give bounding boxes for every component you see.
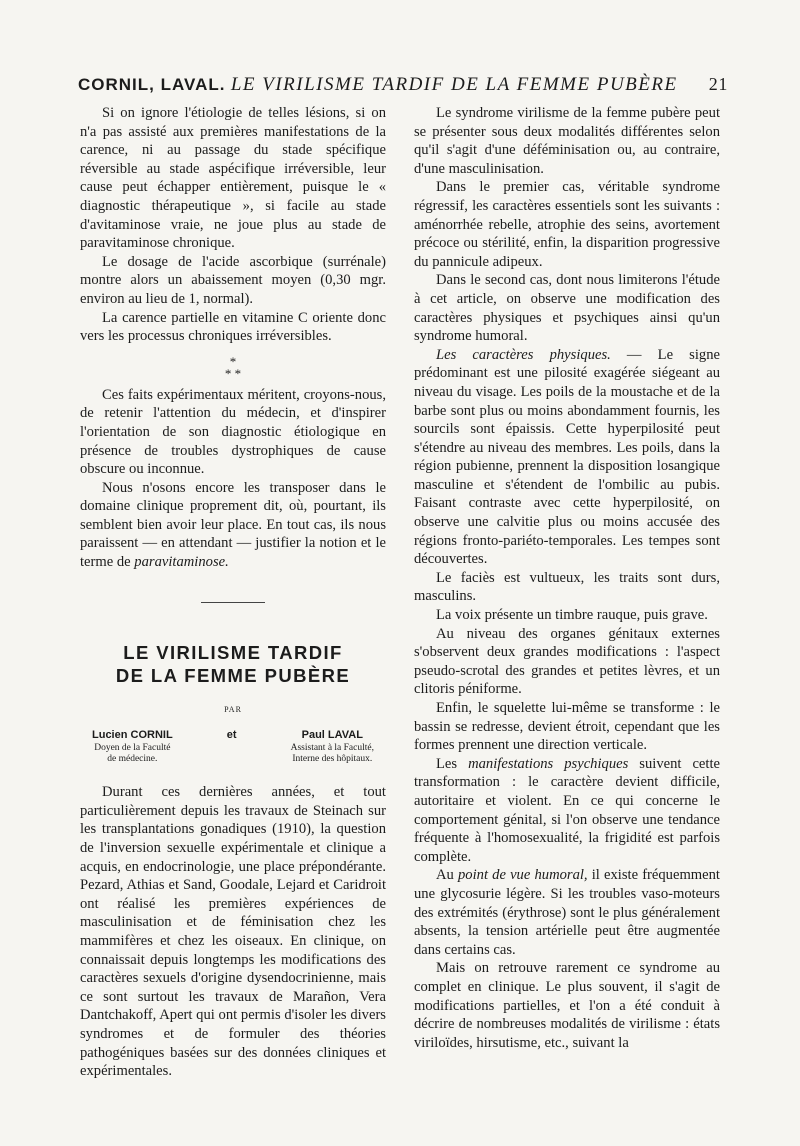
article-title-line2: DE LA FEMME PUBÈRE [115, 664, 351, 686]
byline-par: PAR [224, 704, 242, 714]
left-column [80, 104, 386, 1081]
author-name: Lucien CORNIL [92, 729, 173, 742]
paragraph-text: Nous n'osons encore les transposer dans le domaine clinique proprement dit, où, pourtant, ils semblent bien avoir leur place. En tout cas, ils nous paraissent — en attendant — justifier la notion et le terme de [80, 479, 386, 571]
paragraph-text: Au [436, 867, 458, 884]
asterisk-bottom: * * [224, 365, 242, 381]
author-laval [291, 729, 374, 765]
italic-subheading: manifestations psychiques [468, 755, 629, 772]
section-separator-asterisks [80, 353, 386, 381]
author-name: Paul LAVAL [301, 729, 363, 742]
paragraph-text: — Le signe prédominant est une pilosité exagérée siégeant au niveau du visage. Les poils de la moustache et de la barbe sont plus ou moins abondamment fournis, les sourcils sont épaissis. Cette hyperpilosité peut s'étendre au niveau des membres. Les poils, dans la région pubienne, prennent la disposition losangique masculine et s'étendent de l'ombilic au pubis. Faisant contraste avec cette hyperpilosité, on observe une calvitie plus ou moins accusée des régions fronto-pariéto-temporales. Les tempes sont découvertes. [414, 346, 720, 568]
author-affiliation: Interne des hôpitaux. [292, 754, 373, 765]
author-cornil [92, 729, 173, 765]
italic-subheading: Les caractères physiques. [436, 346, 611, 363]
paragraph [80, 479, 386, 572]
paragraph: Dans le second cas, dont nous limiterons l'étude à cet article, on observe une modification des caractères physiques et psychiques ainsi qu'un syndrome humoral. [414, 272, 720, 345]
paragraph-text: il existe fréquemment une glycosurie légère. Si les troubles vaso-moteurs des extrémités (érythrose) sont le plus généralement absents, la tension artérielle peut être augmentée dans certains cas. [414, 867, 720, 958]
paragraph: Si on ignore l'étiologie de telles lésions, si on n'a pas assisté aux premières manifestations de la carence, ni au passage du stade spécifique réversible au stade aspécifique irréversible, leur cause peut échapper entièrement, puisque le « diagnostic thérapeutique », si facile au stade d'avitaminose vraie, ne joue plus au stade de paravitaminose chronique. [80, 105, 386, 252]
article-title-line1: LE VIRILISME TARDIF [123, 641, 343, 663]
asterisk-top: * [229, 353, 237, 369]
right-column [414, 104, 720, 1052]
paragraph: La voix présente un timbre rauque, puis grave. [436, 607, 708, 624]
header-title: LE VIRILISME TARDIF DE LA FEMME PUBÈRE [230, 74, 678, 95]
paragraph: Dans le premier cas, véritable syndrome régressif, les caractères essentiels sont les suivants : aménorrhée rebelle, atrophie des seins, avortement précoce ou stérilité, enfin, la disparition progressive du pannicule adipeux. [414, 179, 720, 270]
paragraph [414, 755, 720, 867]
paragraph: Au niveau des organes génitaux externes s'observent deux grandes modifications : l'aspect pseudo-scrotal des grandes et petites lèvres, et un clitoris péniforme. [414, 625, 720, 698]
header-authors: CORNIL, LAVAL. [78, 75, 226, 94]
page-number: 21 [708, 74, 728, 94]
paragraph: Le syndrome virilisme de la femme pubère peut se présenter sous deux modalités différentes selon qu'il s'agit d'une déféminisation ou, au contraire, d'une masculinisation. [414, 105, 720, 177]
author-affiliation: Assistant à la Faculté, [290, 743, 374, 754]
paragraph: Enfin, le squelette lui-même se transforme : le bassin se redresse, devient étroit, cependant que les formes prennent une direction verticale. [414, 700, 720, 754]
paragraph [414, 346, 720, 569]
paragraph: Le dosage de l'acide ascorbique (surrénale) montre alors un abaissement moyen (0,30 mgr. environ au lieu de 1, normal). [80, 253, 386, 307]
article-title [80, 641, 386, 687]
italic-term: paravitaminose. [134, 554, 229, 571]
author-affiliation: de médecine. [107, 754, 158, 765]
author-affiliation: Doyen de la Faculté [94, 743, 171, 754]
paragraph-text: suivent cette transformation : le caractère devient difficile, autoritaire et violent. En ce qui concerne le comportement génital, si l'on observe une tendance fréquente à l'homosexualité, la frigidité est parfois complète. [414, 755, 720, 865]
paragraph: Durant ces dernières années, et tout particulièrement depuis les travaux de Steinach sur les transplantations gonadiques (1910), la question de l'inversion sexuelle expérimentale et clinique a acquis, en endocrinologie, une place prépondérante. Pezard, Athias et Sand, Goodale, Lejard et Caridroit ont réalisé les premières expériences de masculinisation et de féminisation chez les mammifères et chez les oiseaux. En clinique, on connaissait depuis longtemps les modifications des caractères sexuels d'origine dysendocrinienne, mais ce sont surtout les travaux de Marañon, Vera Dantchakoff, Apert qui ont permis d'isoler les divers syndromes et de formuler des théories pathogéniques basées sur des données cliniques et expérimentales. [80, 784, 386, 1080]
paragraph [414, 866, 720, 959]
paragraph: Ces faits expérimentaux méritent, croyons-nous, de retenir l'attention du médecin, et d'inspirer l'orientation de son diagnostic étiologique en présence de troubles dystrophiques de cause obscure ou inconnue. [80, 386, 386, 478]
author-conjunction: et [226, 729, 237, 742]
authors-block [92, 729, 374, 765]
running-header [78, 74, 728, 100]
paragraph: Le faciès est vultueux, les traits sont durs, masculins. [414, 569, 720, 605]
paragraph: Mais on retrouve rarement ce syndrome au complet en clinique. Le plus souvent, il s'agit de modifications partielles, et l'on a été conduit à décrire de nombreuses modalités de virilisme : états viriloïdes, hirsutisme, etc., suivant la [414, 960, 720, 1051]
italic-subheading: point de vue humoral, [458, 867, 588, 884]
paragraph: La carence partielle en vitamine C oriente donc vers les processus chroniques irréversibles. [80, 309, 386, 345]
article-divider [201, 602, 265, 603]
paragraph-text: Les [436, 755, 469, 772]
